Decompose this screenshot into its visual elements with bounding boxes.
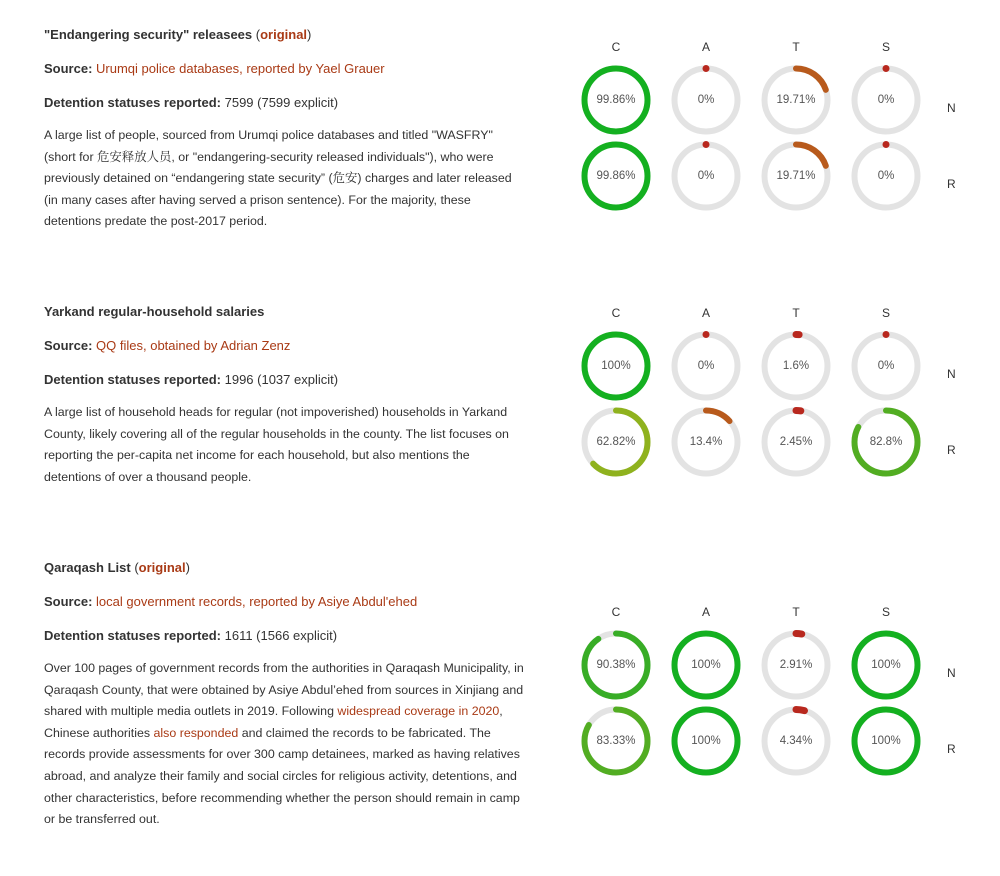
status-ring [670,629,742,701]
status-ring [580,64,652,136]
source-link[interactable]: QQ files, obtained by Adrian Zenz [96,338,291,353]
row-label-r: R [947,443,956,457]
ring-percent-label: 62.82% [596,436,636,448]
status-ring [670,705,742,777]
status-ring [850,406,922,478]
row-label-r: R [947,742,956,756]
detention-line: Detention statuses reported: 7599 (7599 explicit) [44,95,339,110]
ring-percent-label: 99.86% [596,94,636,106]
status-ring [580,705,652,777]
ring-percent-label: 100% [871,735,901,747]
dataset-title: "Endangering security" releasees (original) [44,27,312,42]
source-line: Source: QQ files, obtained by Adrian Zenz [44,338,291,353]
dataset-info [44,303,524,488]
status-ring [850,64,922,136]
dataset-title: Qaraqash List (original) [44,560,190,575]
ring-percent-label: 99.86% [596,170,636,182]
ring-percent-label: 0% [697,170,715,182]
status-ring [670,406,742,478]
ring-percent-label: 0% [877,94,895,106]
dataset-description [44,402,524,488]
column-header-a: A [701,306,710,320]
status-ring [670,330,742,402]
detention-value: 1996 (1037 explicit) [224,372,339,387]
ring-percent-label: 1.6% [782,360,810,372]
column-header-s: S [881,40,890,54]
status-ring [760,140,832,212]
column-header-s: S [881,306,890,320]
source-link[interactable]: local government records, reported by Asiye Abdul'ehed [96,594,418,609]
status-ring [850,629,922,701]
status-ring [670,140,742,212]
original-link[interactable]: original [138,560,186,575]
status-ring [760,629,832,701]
status-ring [580,140,652,212]
status-ring [670,64,742,136]
ring-percent-label: 0% [697,94,715,106]
column-header-s: S [881,605,890,619]
detention-value: 1611 (1566 explicit) [224,628,338,643]
row-label-n: N [947,367,956,381]
source-link[interactable]: Urumqi police databases, reported by Yael Grauer [96,61,385,76]
column-header-c: C [611,605,621,619]
description-text: and claimed the records to be fabricated. The records provide assessments for over 300 camp detainees, marked as having relatives abroad, and analyze their family and social circles for religious activity, detentions, and other characteristics, before recommending whether the person should remain in camp or be transferred out. [44,725,520,827]
ring-percent-label: 4.34% [779,735,813,747]
row-label-n: N [947,666,956,680]
ring-percent-label: 100% [691,735,721,747]
column-header-c: C [611,40,621,54]
dataset-info [44,559,524,831]
detention-value: 7599 (7599 explicit) [224,95,339,110]
status-ring [580,406,652,478]
column-header-t: T [792,40,800,54]
column-header-a: A [701,40,710,54]
row-label-n: N [947,101,956,115]
ring-percent-label: 0% [877,360,895,372]
ring-percent-label: 100% [691,659,721,671]
status-ring [580,330,652,402]
ring-percent-label: 83.33% [596,735,636,747]
ring-percent-label: 2.91% [779,659,813,671]
dataset-title: Yarkand regular-household salaries [44,304,265,319]
column-header-t: T [792,605,800,619]
row-label-r: R [947,177,956,191]
status-ring [760,330,832,402]
column-header-t: T [792,306,800,320]
ring-percent-label: 2.45% [779,436,813,448]
description-link[interactable]: widespread coverage in 2020 [337,704,500,719]
description-link[interactable]: also responded [153,725,239,740]
dataset-info [44,26,524,233]
description-text: , Chinese authorities [44,704,503,740]
ring-percent-label: 19.71% [776,94,816,106]
ring-percent-label: 90.38% [596,659,636,671]
ring-percent-label: 100% [871,659,901,671]
original-link[interactable]: original [260,27,308,42]
column-header-c: C [611,306,621,320]
status-ring [850,330,922,402]
status-ring [850,140,922,212]
description-text: A large list of people, sourced from Urumqi police databases and titled "WASFRY" (short for 危安释放人员, or "endangering-security released individuals"), who were previously detained on “endangering state security” (危安) charges and later released (in many cases after having served a prison sentence). For the majority, these detentions predate the post-2017 period. [44,128,512,229]
ring-percent-label: 13.4% [689,436,723,448]
description-text: Over 100 pages of government records from the authorities in Qaraqash Municipality, in Qaraqash County, that were obtained by Asiye Abdul’ehed from sources in Xinjiang and shared with multiple media outlets in 2019. Following [44,661,524,719]
status-ring [850,705,922,777]
status-ring [580,629,652,701]
ring-percent-label: 0% [697,360,715,372]
ring-percent-label: 100% [601,360,631,372]
status-ring [760,64,832,136]
detention-line: Detention statuses reported: 1996 (1037 explicit) [44,372,339,387]
source-line: Source: local government records, reported by Asiye Abdul'ehed [44,594,418,609]
ring-percent-label: 82.8% [869,436,903,448]
status-ring [760,705,832,777]
column-header-a: A [701,605,710,619]
ring-percent-label: 0% [877,170,895,182]
detention-line: Detention statuses reported: 1611 (1566 explicit) [44,628,338,643]
description-text: A large list of household heads for regular (not impoverished) households in Yarkand County, likely covering all of the regular households in the county. The list focuses on reporting the per-capita net income for each household, but also mentions the detentions of over a thousand people. [44,405,509,484]
source-line: Source: Urumqi police databases, reported by Yael Grauer [44,61,385,76]
status-ring [760,406,832,478]
ring-percent-label: 19.71% [776,170,816,182]
dataset-description [44,658,524,831]
dataset-description [44,125,524,233]
